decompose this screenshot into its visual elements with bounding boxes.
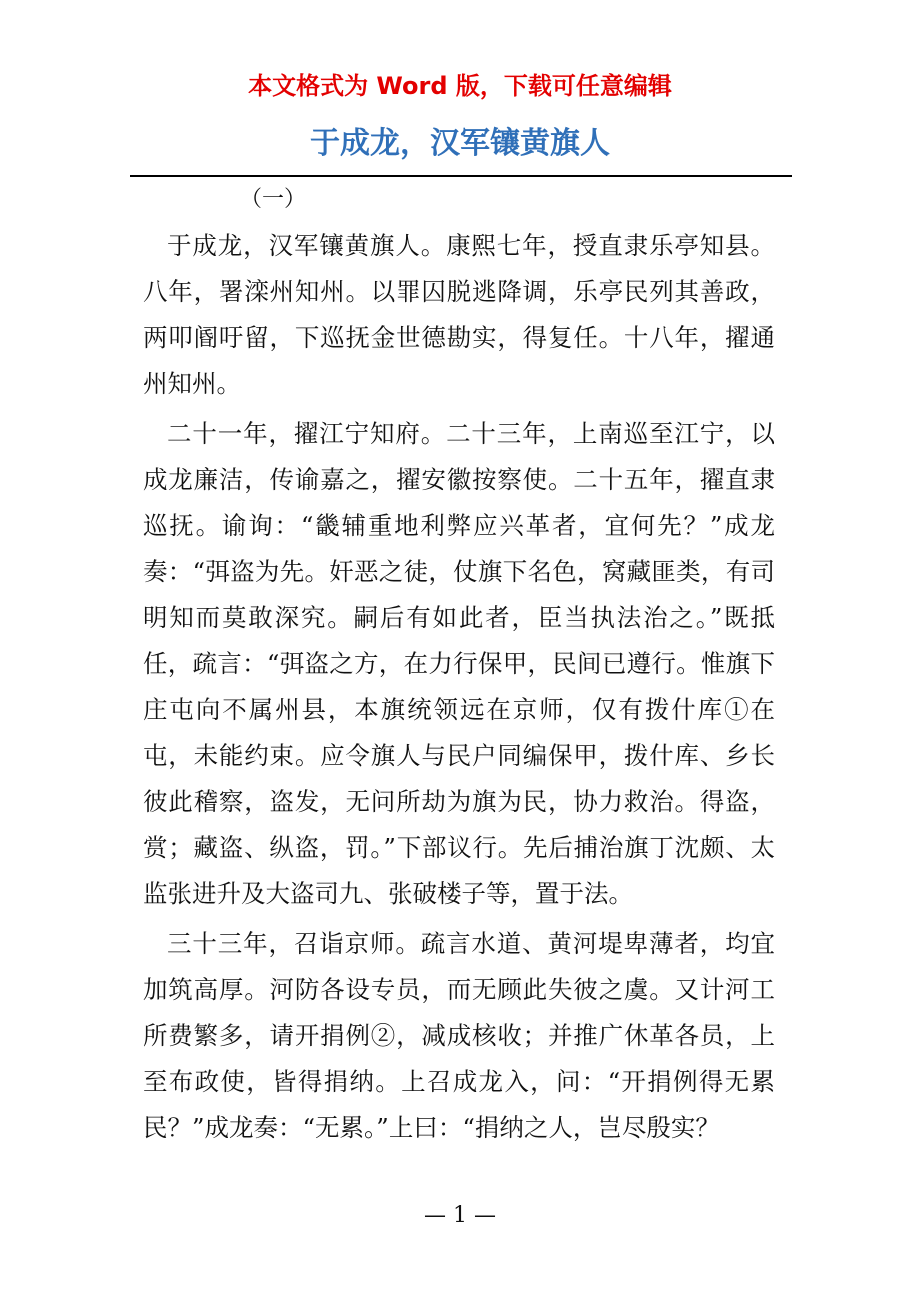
paragraph-2: 二十一年，擢江宁知府。二十三年，上南巡至江宁，以成龙廉洁，传谕嘉之，擢安徽按察使。二十五年，擢直隶巡抚。谕询：“畿辅重地利弊应兴革者，宜何先？”成龙奏：“弭盗为先。奸恶之徒，仗旗下名色，窝藏匪类，有司明知而莫敢深究。嗣后有如此者，臣当执法治之。”既抵任，疏言：“弭盗之方，在力行保甲，民间已遵行。惟旗下庄屯向不属州县，本旗统领远在京师，仅有拨什库①在屯，未能约束。应令旗人与民户同编保甲，拨什库、乡长彼此稽察，盗发，无问所劫为旗为民，协力救治。得盗，赏；藏盗、纵盗，罚。”下部议行。先后捕治旗丁沈颇、太监张进升及大盗司九、张破楼子等，置于法。 — [143, 419, 775, 908]
title-divider — [130, 175, 792, 177]
section-number: （一） — [240, 187, 307, 212]
paragraph-3: 三十三年，召诣京师。疏言水道、黄河堤卑薄者，均宜加筑高厚。河防各设专员，而无顾此失彼之虞。又计河工所费繁多，请开捐例②，减成核收；并推广休革各员，上至布政使，皆得捐纳。上召成龙入，问：“开捐例得无累民？”成龙奏：“无累。”上曰：“捐纳之人，岂尽殷实？ — [143, 929, 775, 1142]
paragraph-1: 于成龙，汉军镶黄旗人。康熙七年，授直隶乐亭知县。八年，署滦州知州。以罪囚脱逃降调，乐亭民列其善政，两叩阍吁留，下巡抚金世德勘实，得复任。十八年，擢通州知州。 — [143, 231, 775, 398]
article-body — [143, 223, 775, 1155]
page-title: 于成龙，汉军镶黄旗人 — [310, 126, 610, 161]
format-notice: 本文格式为 Word 版，下载可任意编辑 — [248, 72, 672, 100]
page-number: — 1 — — [424, 1203, 496, 1228]
